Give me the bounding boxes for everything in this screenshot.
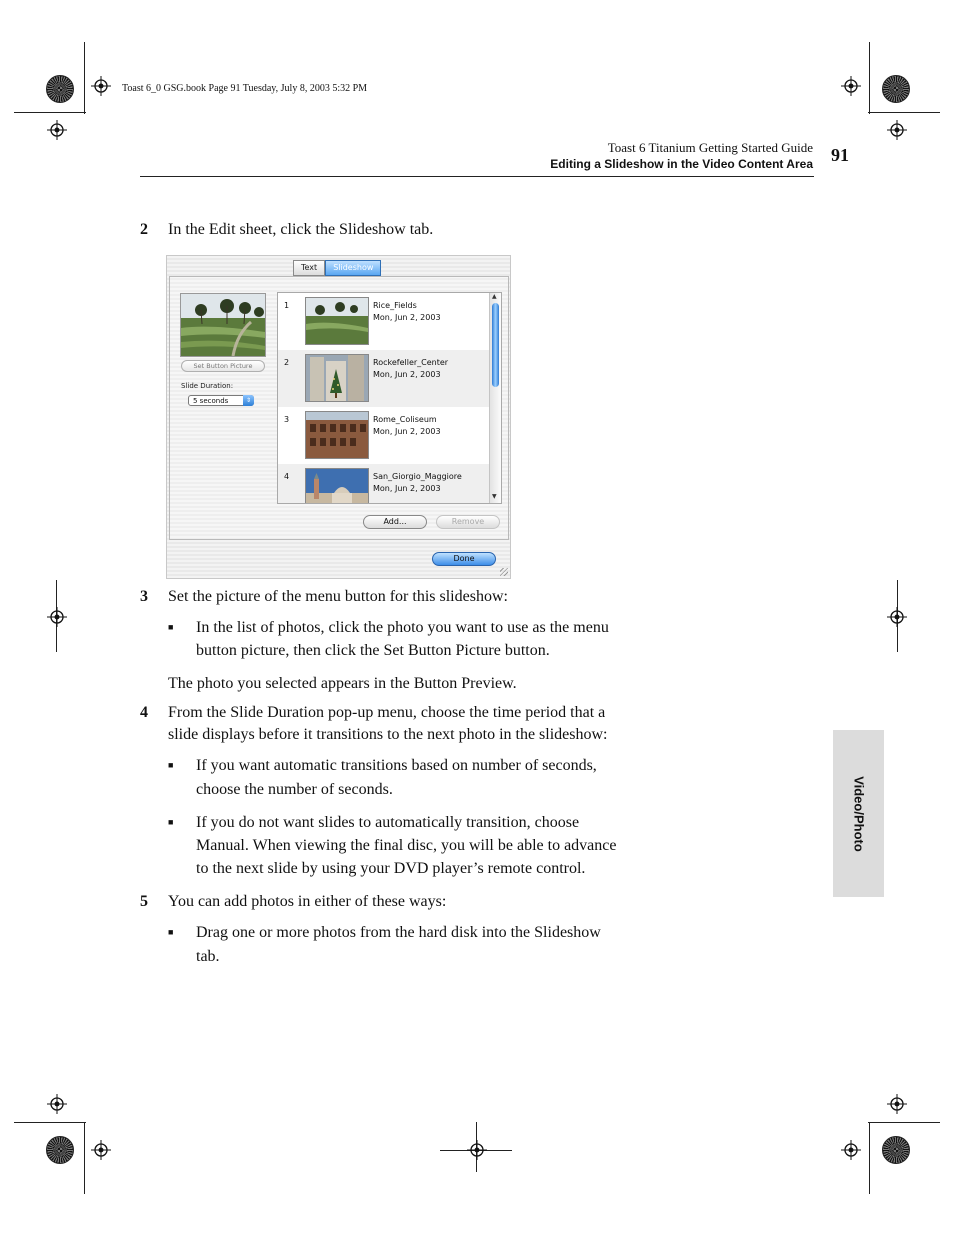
photo-name: Rome_Coliseum: [373, 415, 437, 424]
photo-thumbnail: [305, 354, 369, 402]
color-bar-mark: [882, 75, 910, 103]
slide-duration-value: 5 seconds: [193, 397, 229, 405]
registration-mark-icon: [47, 1094, 67, 1114]
bullet-text: Manual. When viewing the final disc, you will be able to advance: [196, 837, 617, 854]
side-tab-label: Video/Photo: [851, 775, 866, 852]
registration-mark-icon: [47, 607, 67, 627]
photo-thumbnail: [305, 468, 369, 504]
bullet-text: Drag one or more photos from the hard disk into the Slideshow: [196, 924, 601, 941]
color-bar-mark: [46, 1136, 74, 1164]
step-text: slide displays before it transitions to the next photo in the slideshow:: [168, 726, 608, 743]
list-item[interactable]: [278, 293, 489, 350]
step-text: From the Slide Duration pop-up menu, choose the time period that a: [168, 704, 606, 721]
tab-slideshow[interactable]: Slideshow: [325, 260, 381, 276]
registration-mark-icon: [467, 1140, 487, 1160]
photo-thumbnail: [305, 297, 369, 345]
print-slug: Toast 6_0 GSG.book Page 91 Tuesday, July 8, 2003 5:32 PM: [122, 83, 368, 94]
header-title: Toast 6 Titanium Getting Started Guide: [607, 140, 813, 155]
photo-number: 2: [284, 358, 290, 367]
step-number: 4: [140, 704, 148, 721]
bullet-text: If you do not want slides to automatically transition, choose: [196, 814, 580, 831]
registration-mark-icon: [887, 120, 907, 140]
step-number: 5: [140, 893, 148, 910]
photo-number: 3: [284, 415, 290, 424]
button-preview-image: [180, 293, 266, 357]
list-item[interactable]: [278, 464, 489, 504]
done-button[interactable]: Done: [432, 552, 496, 566]
header-rule: [140, 176, 814, 177]
photo-name: Rice_Fields: [373, 301, 417, 310]
color-bar-mark: [46, 75, 74, 103]
step-text: In the Edit sheet, click the Slideshow tab.: [168, 221, 434, 238]
photo-number: 1: [284, 301, 290, 310]
bullet-icon: ■: [168, 760, 174, 770]
slide-duration-label: Slide Duration:: [181, 382, 234, 390]
step-text: Set the picture of the menu button for this slideshow:: [168, 588, 508, 605]
registration-mark-icon: [841, 1140, 861, 1160]
photo-list[interactable]: [277, 292, 502, 504]
color-bar-mark: [882, 1136, 910, 1164]
page-number: 91: [831, 145, 849, 165]
photo-name: San_Giorgio_Maggiore: [373, 472, 462, 481]
bullet-icon: ■: [168, 817, 174, 827]
add-button[interactable]: Add...: [363, 515, 427, 529]
bullet-text: to the next slide by using your DVD player’s remote control.: [196, 860, 586, 877]
header-subtitle: Editing a Slideshow in the Video Content Area: [550, 157, 813, 171]
registration-mark-icon: [841, 76, 861, 96]
photo-date: Mon, Jun 2, 2003: [373, 427, 441, 436]
bullet-text: In the list of photos, click the photo you want to use as the menu: [196, 619, 609, 636]
slideshow-panel: [169, 276, 509, 540]
photo-list-scrollbar[interactable]: [489, 293, 501, 503]
bullet-icon: ■: [168, 927, 174, 937]
photo-thumbnail: [305, 411, 369, 459]
bullet-text: tab.: [196, 948, 220, 965]
registration-mark-icon: [887, 607, 907, 627]
step-number: 2: [140, 221, 148, 238]
resize-grip-icon[interactable]: [500, 568, 508, 576]
registration-mark-icon: [91, 1140, 111, 1160]
edit-sheet-screenshot: [166, 255, 511, 579]
remove-button[interactable]: Remove: [436, 515, 500, 529]
photo-date: Mon, Jun 2, 2003: [373, 484, 441, 493]
popup-arrows-icon: ⇕: [243, 395, 254, 406]
bullet-text: button picture, then click the Set Button Picture button.: [196, 642, 550, 659]
photo-name: Rockefeller_Center: [373, 358, 449, 367]
scroll-thumb[interactable]: [492, 303, 499, 387]
bullet-icon: ■: [168, 622, 174, 632]
paragraph: The photo you selected appears in the Button Preview.: [168, 675, 517, 692]
section-side-tab: [833, 730, 884, 897]
set-button-picture-button[interactable]: Set Button Picture: [181, 360, 265, 372]
bullet-text: choose the number of seconds.: [196, 781, 393, 798]
step-text: You can add photos in either of these ways:: [168, 893, 447, 910]
step-number: 3: [140, 588, 148, 605]
photo-date: Mon, Jun 2, 2003: [373, 370, 441, 379]
registration-mark-icon: [91, 76, 111, 96]
registration-mark-icon: [47, 120, 67, 140]
tab-text[interactable]: Text: [293, 260, 325, 276]
bullet-text: If you want automatic transitions based on number of seconds,: [196, 757, 597, 774]
scroll-down-icon[interactable]: ▼: [492, 493, 497, 500]
list-item[interactable]: [278, 407, 489, 464]
registration-mark-icon: [887, 1094, 907, 1114]
slide-duration-popup[interactable]: [188, 395, 254, 406]
photo-date: Mon, Jun 2, 2003: [373, 313, 441, 322]
scroll-up-icon[interactable]: ▲: [492, 293, 497, 300]
tab-bar: [293, 260, 381, 275]
list-item[interactable]: [278, 350, 489, 407]
photo-number: 4: [284, 472, 290, 481]
